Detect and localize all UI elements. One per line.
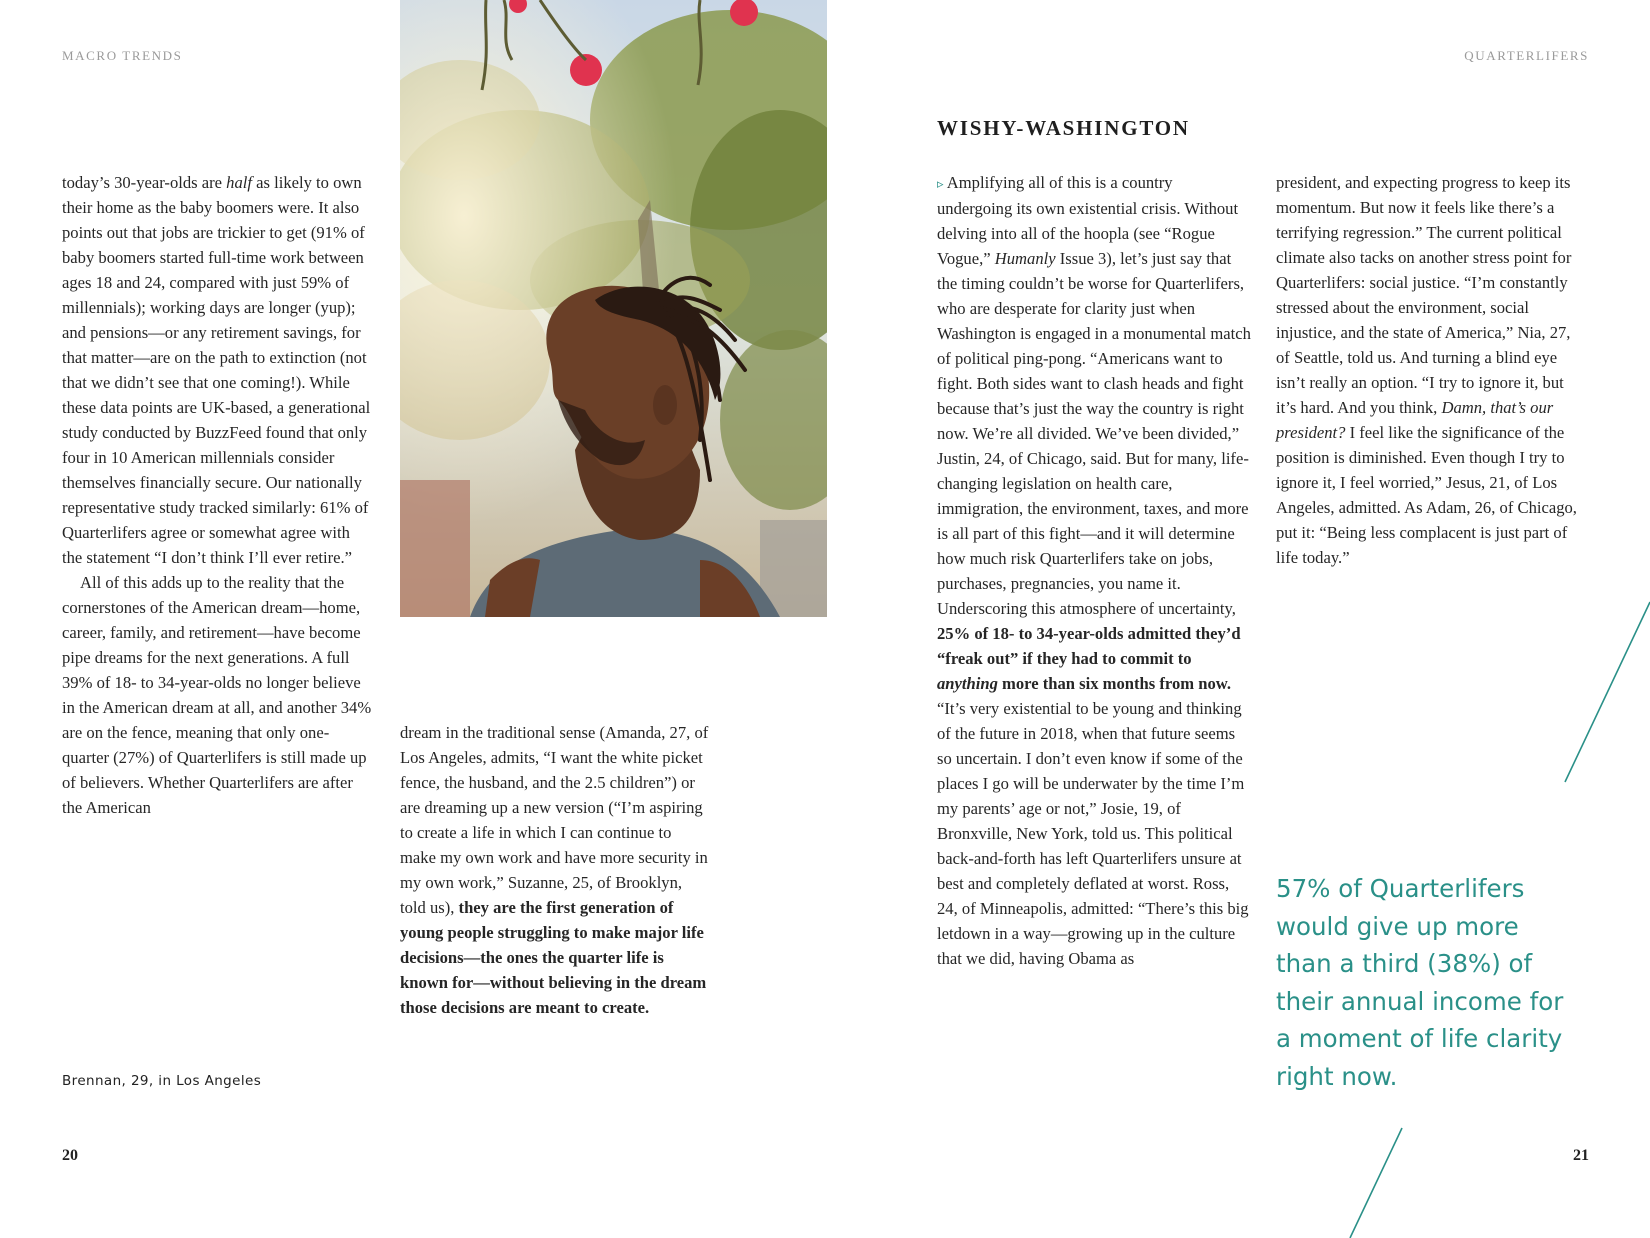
text-run: president, and expecting progress to keep its momentum. But now it feels like there’s a terrifying regression.” The current political climate also tacks on another stress point for Quarterlifers: social justice. “I’m constantly stressed about the environment, social injustice, and the state of America,” Nia, 27, of Seattle, told us. And turning a blind eye isn’t really an option. “I try to ignore it, but it’s hard. And you think,: [1276, 173, 1572, 417]
triangle-marker-icon: ▹: [937, 176, 944, 191]
page-number-right: 21: [1573, 1147, 1589, 1164]
text-run: “It’s very existential to be young and thinking of the future in 2018, when that future seems so uncertain. I don’t even know if some of the places I go will be underwater by the time I’m my parents’ age or not,” Josie, 19, of Bronxville, New York, told us. This political back-and-forth has left Quarterlifers unsure at best and completely deflated at worst. Ross, 24, of Minneapolis, admitted: “There’s this big letdown in a way—growing up in the culture that we did, having Obama as: [937, 699, 1249, 968]
slash-line-upper: [1565, 602, 1650, 782]
text-run: Amplifying all of this is a country undergoing its own existential crisis. Without delving into all of the hoopla (see “Rogue Vogue,”: [937, 173, 1239, 268]
pull-quote: 57% of Quarterlifers would give up more than a third (38%) of their annual income for a moment of life clarity right now.: [1276, 874, 1564, 1091]
text-run: anything: [937, 674, 998, 693]
page-number-left: 20: [62, 1147, 78, 1164]
text-run: Issue 3), let’s just say that the timing couldn’t be worse for Quarterlifers, who are desperate for clarity just when Washington is engaged in a monumental match of political ping-pong. “Americans want to fight. Both sides want to clash heads and fight because that’s just the way the country is right now. We’re all divided. We’ve been divided,” Justin, 24, of Chicago, said. But for many, life-changing legislation on health care, immigration, the environment, taxes, and more is all part of this fight—and it will determine how much risk Quarterlifers take on jobs, purchases, pregnancies, you name it. Underscoring this atmosphere of uncertainty,: [937, 249, 1251, 618]
slash-line-lower: [1350, 1128, 1402, 1238]
photo-caption: Brennan, 29, in Los Angeles: [62, 1073, 262, 1089]
text-run: Damn, that’s our president?: [1276, 398, 1554, 442]
running-head-right: QUARTERLIFERS: [1464, 48, 1589, 63]
section-heading: WISHY-WASHINGTON: [937, 116, 1190, 140]
text-run: half: [226, 173, 252, 192]
text-run: as likely to own their home as the baby boomers were. It also points out that jobs are trickier to get (91% of baby boomers started full-time work between ages 18 and 24, compared with just 59% of millennials); working days are longer (yup); and pensions—or any retirement savings, for that matter—are on the path to extinction (not that we didn’t see that one coming!). While these data points are UK-based, a generational study conducted by BuzzFeed found that only four in 10 American millennials consider themselves financially secure. Our nationally representative study tracked similarly: 61% of Quarterlifers agree or somewhat agree with the statement “I don’t think I’ll ever retire.”: [62, 173, 371, 567]
text-run: today’s 30-year-olds are: [62, 173, 227, 192]
text-run: dream in the traditional sense (Amanda, 27, of Los Angeles, admits, “I want the white picket fence, the husband, and the 2.5 children”) or are dreaming up a new version (“I’m aspiring to create a life in which I can continue to make my own work and have more security in my own work,” Suzanne, 25, of Brooklyn, told us),: [400, 723, 709, 917]
text-run: they are the first generation of young people struggling to make major life decisions—the ones the quarter life is known for—without believing in the dream those decisions are meant to create.: [400, 898, 707, 1017]
text-run: All of this adds up to the reality that the cornerstones of the American dream—home, career, family, and retirement—have become pipe dreams for the next generations. A full 39% of 18- to 34-year-olds no longer believe in the American dream at all, and another 34% are on the fence, meaning that only one-quarter (27%) of Quarterlifers is still made up of believers. Whether Quarterlifers are after the American: [62, 573, 372, 817]
text-run: 25% of 18- to 34-year-olds admitted they’d “freak out” if they had to commit to: [937, 624, 1241, 668]
text-run: I feel like the significance of the position is diminished. Even though I try to ignore it, I feel worried,” Jesus, 21, of Los Angeles, admitted. As Adam, 26, of Chicago, put it: “Being less complacent is just part of life today.”: [1276, 423, 1577, 567]
text-run: Humanly: [994, 249, 1056, 268]
text-run: more than six months from now.: [997, 674, 1231, 693]
running-head-left: MACRO TRENDS: [62, 48, 183, 63]
